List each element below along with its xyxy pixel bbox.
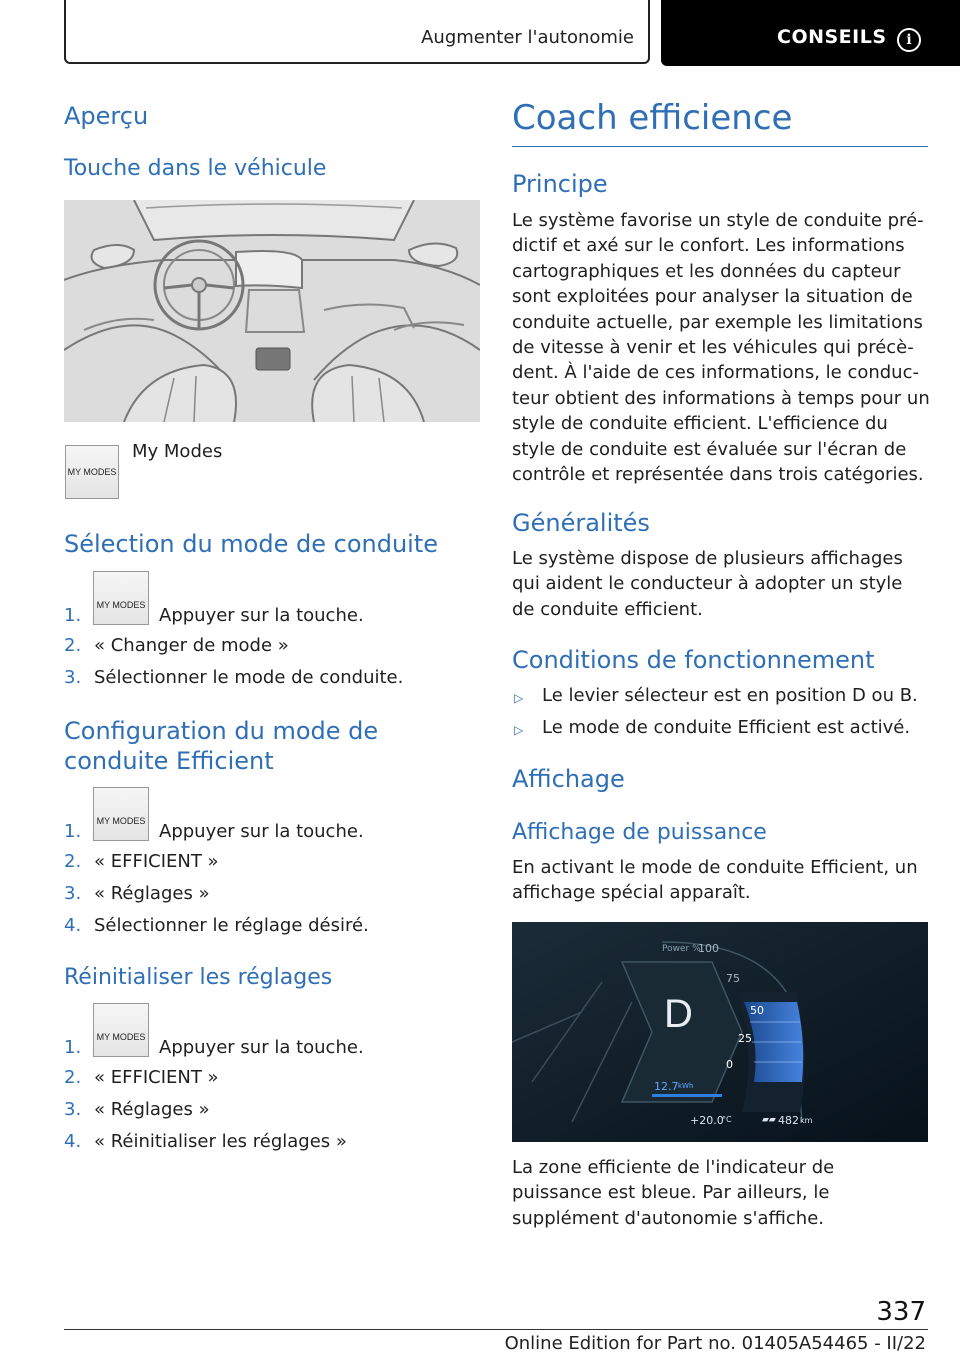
heading-apercu: Aperçu bbox=[64, 102, 149, 130]
list-item: 1. MY MODES Appuyer sur la touche. bbox=[64, 1003, 474, 1067]
tick-100: 100 bbox=[698, 942, 719, 955]
list-item: 1. MY MODES Appuyer sur la touche. bbox=[64, 571, 474, 635]
list-item: ▷ Le mode de conduite Efficient est activé. bbox=[512, 717, 928, 749]
list-item: 4. Sélectionner le réglage désiré. bbox=[64, 915, 369, 936]
temperature-value: +20.0 bbox=[690, 1114, 724, 1127]
my-modes-button-image: MY MODES bbox=[93, 571, 149, 625]
heading-generalites: Généralités bbox=[512, 509, 650, 537]
heading-affichage: Affichage bbox=[512, 765, 625, 793]
power-label: Power % bbox=[662, 944, 701, 954]
page-number: 337 bbox=[876, 1297, 926, 1327]
range-icon: ▰▰ bbox=[762, 1115, 776, 1125]
gear-indicator: D bbox=[664, 992, 693, 1036]
triangle-bullet-icon: ▷ bbox=[514, 723, 524, 737]
range-value: 482 bbox=[778, 1114, 799, 1127]
my-modes-label: My Modes bbox=[132, 441, 223, 462]
title-rule bbox=[512, 146, 928, 147]
display-caption: La zone efficiente de l'indicateur de puissance est bleue. Par ailleurs, le supplément d'autonomie s'affiche. bbox=[512, 1157, 835, 1229]
list-item: 1. MY MODES Appuyer sur la touche. bbox=[64, 787, 474, 851]
my-modes-button-image: MY MODES bbox=[93, 1003, 149, 1057]
footer-rule bbox=[64, 1329, 928, 1330]
puissance-text: En activant le mode de conduite Efficient, un affichage spécial apparaît. bbox=[512, 857, 918, 904]
tick-25: 25 bbox=[738, 1032, 752, 1045]
my-modes-button-image: MY MODES bbox=[93, 787, 149, 841]
heading-reset: Réinitialiser les réglages bbox=[64, 965, 333, 990]
list-item: 3. « Réglages » bbox=[64, 883, 210, 904]
heading-puissance: Affichage de puissance bbox=[512, 820, 767, 845]
page-title: Coach efficience bbox=[512, 98, 793, 138]
list-item: 4. « Réinitialiser les réglages » bbox=[64, 1131, 347, 1152]
info-icon: i bbox=[897, 28, 921, 52]
heading-principe: Principe bbox=[512, 170, 608, 198]
footer-edition: Online Edition for Part no. 01405A54465 - II/22 bbox=[504, 1333, 926, 1354]
dashboard-illustration bbox=[64, 200, 480, 422]
consumption-value: 12.7 bbox=[654, 1080, 679, 1093]
list-item: 2. « EFFICIENT » bbox=[64, 1067, 219, 1088]
principe-text: Le système favorise un style de conduite prédictif et axé sur le confort. Les informations cartographiques et les données du capteur sont exploitées pour analyser la situation de conduite actuelle, par exemple les limitations de vitesse à venir et les véhicules qui précèdent. À l'aide de ces informations, le conducteur obtient des informations à temps pour un style de conduite efficient. L'efficience du style de conduite est évaluée sur l'écran de contrôle et représentée dans trois catégories. bbox=[512, 210, 930, 486]
heading-config: Configuration du mode de conduite Efficient bbox=[64, 717, 379, 775]
tick-50: 50 bbox=[750, 1004, 764, 1017]
heading-touche: Touche dans le véhicule bbox=[64, 156, 327, 181]
list-item: 3. Sélectionner le mode de conduite. bbox=[64, 667, 404, 688]
header-section-tab bbox=[64, 0, 650, 64]
power-display-drawing bbox=[512, 922, 928, 1142]
tick-75: 75 bbox=[726, 972, 740, 985]
my-modes-button-image bbox=[65, 445, 119, 499]
triangle-bullet-icon: ▷ bbox=[514, 691, 524, 705]
heading-conditions: Conditions de fonctionnement bbox=[512, 646, 875, 674]
tick-0: 0 bbox=[726, 1058, 733, 1071]
my-modes-button-label: MY MODES bbox=[67, 467, 117, 477]
temperature-unit: °C bbox=[722, 1115, 732, 1124]
selection-steps bbox=[64, 571, 474, 699]
generalites-text: Le système dispose de plusieurs affichages qui aident le conducteur à adopter un style de conduite efficient. bbox=[512, 548, 903, 620]
list-item: 2. « Changer de mode » bbox=[64, 635, 289, 656]
list-item: 2. « EFFICIENT » bbox=[64, 851, 219, 872]
header-section-title: Augmenter l'autonomie bbox=[421, 27, 634, 48]
conditions-list bbox=[512, 685, 928, 749]
power-display bbox=[512, 922, 928, 1142]
heading-selection: Sélection du mode de conduite bbox=[64, 530, 439, 558]
header-chapter-title: CONSEILS bbox=[777, 26, 887, 48]
consumption-unit: kWh bbox=[678, 1082, 694, 1090]
list-item: ▷ Le levier sélecteur est en position D ou B. bbox=[512, 685, 928, 717]
reset-steps bbox=[64, 1003, 474, 1163]
config-steps bbox=[64, 787, 474, 947]
dashboard-drawing bbox=[64, 200, 480, 422]
range-unit: km bbox=[800, 1116, 813, 1125]
list-item: 3. « Réglages » bbox=[64, 1099, 210, 1120]
header-chapter-tab bbox=[661, 0, 960, 66]
